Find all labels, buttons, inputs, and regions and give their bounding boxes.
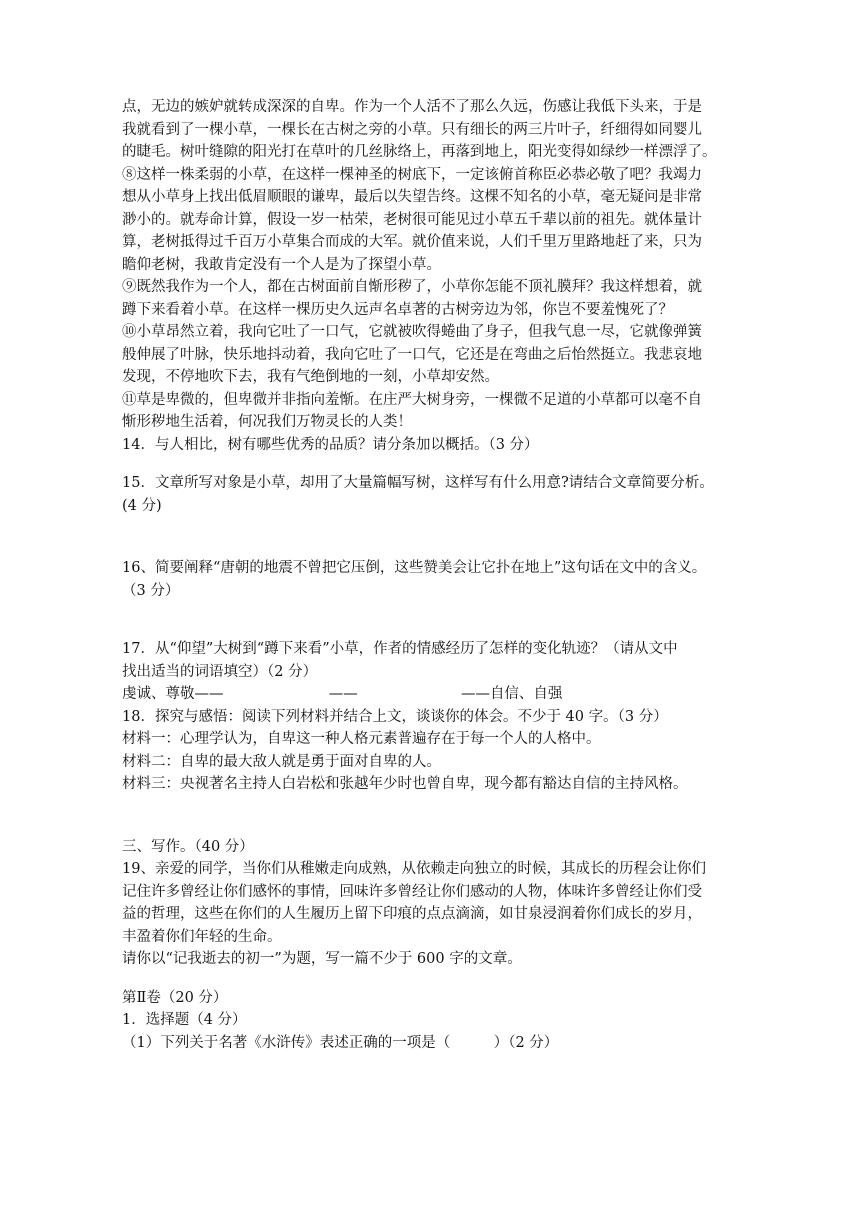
passage-line: 发现，不停地吹下去，我有气绝倒地的一刻，小草却安然。 — [122, 369, 499, 385]
passage-line: 渺小的。就寿命计算，假设一岁一枯荣，老树很可能见过小草五千辈以前的祖先。就体量计 — [122, 211, 702, 228]
writing-line: 益的哲理，这些在你们的人生履历上留下印痕的点点滴滴，如甘泉浸润着你们成长的岁月， — [122, 906, 702, 922]
answer-space — [122, 456, 742, 472]
passage-line: ⑩小草昂然立着，我向它吐了一口气，它就被吹得蜷曲了身子，但我气息一尽，它就像弹簧 — [122, 324, 702, 340]
passage-line: 瞻仰老树，我敢肯定没有一个人是为了探望小草。 — [122, 256, 441, 273]
question-14: 14．与人相比，树有哪些优秀的品质？请分条加以概括。（3 分） — [122, 436, 539, 453]
answer-space — [122, 602, 742, 638]
section-gap — [122, 971, 742, 987]
passage-line: 点，无边的嫉妒就转成深深的自卑。作为一个人活不了那么久远，伤感让我低下头来，于是 — [122, 99, 702, 115]
answer-space — [122, 517, 742, 557]
passage-line: ⑨既然我作为一个人，都在古树面前自惭形秽了，小草你怎能不顶礼膜拜？我这样想着，就 — [122, 279, 702, 295]
question-16: 16、简要阐释“唐朝的地震不曾把它压倒，这些赞美会让它扑在地上”这句话在文中的含义。 — [122, 560, 707, 576]
answer-space — [122, 796, 742, 836]
writing-line: 记住许多曾经让你们感怀的事情，回味许多曾经让你们感动的人物，体味许多曾经让你们受 — [122, 883, 702, 900]
passage-line: 想从小草身上找出低眉顺眼的谦卑，最后以失望告终。这棵不知名的小草，毫无疑问是非常 — [122, 189, 702, 205]
writing-prompt: 请你以“记我逝去的初一”为题，写一篇不少于 600 字的文章。 — [122, 951, 522, 967]
passage-line: 般伸展了叶脉，快乐地抖动着，我向它吐了一口气，它还是在弯曲之后怡然挺立。我悲哀地 — [122, 346, 702, 363]
writing-line: 19、亲爱的同学，当你们从稚嫩走向成熟，从依赖走向独立的时候，其成长的历程会让你们 — [122, 861, 706, 877]
passage-line: 惭形秽地生活着，何况我们万物灵长的人类！ — [122, 414, 412, 430]
passage-line: ⑧这样一株柔弱的小草，在这样一棵神圣的树底下，一定该俯首称臣必恭必敬了吧？我竭力 — [122, 166, 702, 183]
passage-line: 算，老树抵得过千百万小草集合而成的大军。就价值来说，人们千里万里路地赶了来，只为 — [122, 234, 702, 250]
passage-line: ⑪草是卑微的，但卑微并非指向羞惭。在庄严大树身旁，一棵微不足道的小草都可以毫不自 — [122, 391, 702, 408]
writing-line: 丰盈着你们年轻的生命。 — [122, 928, 282, 945]
question-15-score: (4 分) — [122, 497, 162, 514]
question-17-fill-blanks — [122, 683, 742, 706]
choice-heading: 1．选择题（4 分） — [122, 1012, 247, 1028]
fill-part-b: —— — [328, 686, 358, 702]
material-2: 材料二：自卑的最大敌人就是勇于面对自卑的人。 — [122, 753, 441, 770]
writing-heading: 三、写作。（40 分） — [122, 838, 254, 855]
choice-question-1: （1）下列关于名著《水浒传》表述正确的一项是（ ）（2 分） — [122, 1034, 559, 1051]
passage-line: 蹲下来看着小草。在这样一棵历史久远声名卓著的古树旁边为邻，你岂不要羞愧死了？ — [122, 301, 673, 318]
passage-line: 我就看到了一棵小草，一棵长在古树之旁的小草。只有细长的两三片叶子，纤细得如同婴儿 — [122, 121, 702, 138]
passage-line: 的睫毛。树叶缝隙的阳光打在草叶的几丝脉络上，再落到地上，阳光变得如绿纱一样漂浮了。 — [122, 144, 717, 160]
part2-heading: 第Ⅱ卷（20 分） — [122, 989, 228, 1006]
question-15: 15．文章所写对象是小草，却用了大量篇幅写树，这样写有什么用意?请结合文章简要分析。 — [122, 475, 714, 491]
material-3: 材料三：央视著名主持人白岩松和张越年少时也曾自卑，现今都有豁达自信的主持风格。 — [122, 776, 688, 792]
reading-passage — [122, 96, 742, 434]
fill-part-a: 虔诚、尊敬—— — [122, 686, 224, 702]
question-18: 18．探究与感悟：阅读下列材料并结合上文，谈谈你的体会。不少于 40 字。（3 分） — [122, 708, 668, 725]
question-16-score: （3 分） — [122, 582, 180, 599]
question-17-cont: 找出适当的词语填空）（2 分） — [122, 663, 318, 680]
exam-page — [122, 96, 742, 1054]
question-17: 17．从“仰望”大树到“蹲下来看”小草，作者的情感经历了怎样的变化轨迹？（请从文中 — [122, 641, 678, 657]
material-1: 材料一：心理学认为，自卑这一种人格元素普遍存在于每一个人的人格中。 — [122, 731, 601, 747]
fill-part-c: ——自信、自强 — [460, 686, 563, 702]
